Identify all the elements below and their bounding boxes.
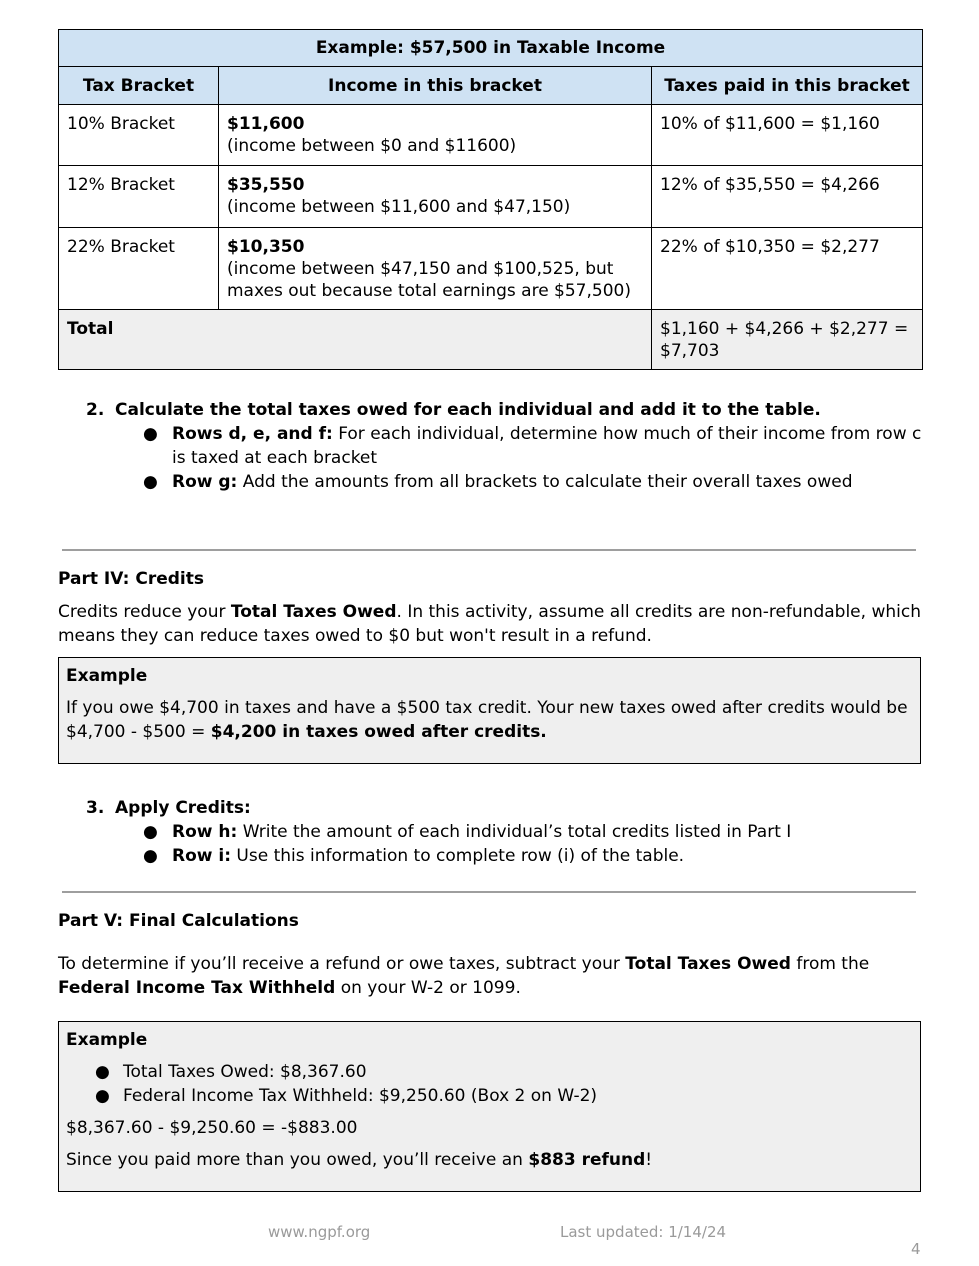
bullet-icon: ● [143, 822, 158, 842]
bracket-amount: $35,550 [227, 175, 305, 195]
header-taxes-paid: Taxes paid in this bracket [652, 67, 923, 105]
bullet-icon: ● [143, 424, 158, 444]
bracket-income [219, 105, 652, 166]
list-item: ● Row h: Write the amount of each individual’s total credits listed in Part I [143, 822, 792, 842]
example-title: Example [66, 1030, 148, 1050]
step-3-heading: 3. Apply Credits: [86, 798, 251, 818]
example-text: If you owe $4,700 in taxes and have a $500 tax credit. Your new taxes owed after credits would be $4,700 - $500 = $4,200 in taxes owed after credits. [66, 698, 908, 742]
bullet-icon: ● [95, 1086, 110, 1106]
list-item: ● Row g: Add the amounts from all brackets to calculate their overall taxes owed [143, 472, 853, 492]
tax-bracket-table [58, 29, 923, 370]
bracket-detail: (income between $47,150 and $100,525, but maxes out because total earnings are $57,500) [227, 259, 631, 301]
list-item: ● Federal Income Tax Withheld: $9,250.60 (Box 2 on W-2) [95, 1086, 598, 1106]
bracket-taxes: 10% of $11,600 = $1,160 [652, 105, 923, 166]
table-row [59, 166, 923, 228]
step-2-heading: 2. Calculate the total taxes owed for each individual and add it to the table. [86, 400, 821, 420]
bracket-detail: (income between $0 and $11600) [227, 136, 517, 156]
footer-website-link[interactable]: www.ngpf.org [268, 1223, 371, 1241]
header-tax-bracket: Tax Bracket [59, 67, 219, 105]
example-calculation: $8,367.60 - $9,250.60 = -$883.00 [66, 1118, 358, 1138]
step-3-bullets [143, 820, 923, 868]
list-item: ● Total Taxes Owed: $8,367.60 [95, 1062, 367, 1082]
bracket-taxes: 12% of $35,550 = $4,266 [652, 166, 923, 228]
total-value: $1,160 + $4,266 + $2,277 = $7,703 [652, 310, 923, 370]
example-title: Example [66, 666, 148, 686]
table-caption: Example: $57,500 in Taxable Income [59, 30, 923, 67]
part-4-intro: Credits reduce your Total Taxes Owed. In this activity, assume all credits are non-refundable, which means they can reduce taxes owed to $0 but won't result in a refund. [58, 602, 921, 646]
example-result: Since you paid more than you owed, you’ll receive an $883 refund! [66, 1150, 653, 1170]
bracket-label: 22% Bracket [59, 228, 219, 310]
refund-example-box [58, 1021, 921, 1192]
bullet-icon: ● [95, 1062, 110, 1082]
footer-last-updated: Last updated: 1/14/24 [560, 1223, 727, 1241]
divider [62, 891, 916, 893]
list-item: ● Rows d, e, and f: For each individual, determine how much of their income from row c is taxed at each bracket [143, 424, 922, 468]
total-row [59, 310, 923, 370]
part-5-intro: To determine if you’ll receive a refund or owe taxes, subtract your Total Taxes Owed from the Federal Income Tax Withheld on your W-2 or 1099. [58, 954, 870, 998]
list-item: ● Row i: Use this information to complete row (i) of the table. [143, 846, 685, 866]
divider [62, 549, 916, 551]
bullet-icon: ● [143, 846, 158, 866]
bullet-icon: ● [143, 472, 158, 492]
bracket-taxes: 22% of $10,350 = $2,277 [652, 228, 923, 310]
bracket-label: 10% Bracket [59, 105, 219, 166]
bracket-income [219, 228, 652, 310]
total-label: Total [59, 310, 652, 370]
bracket-income [219, 166, 652, 228]
part-4-heading: Part IV: Credits [58, 569, 204, 589]
step-2-bullets [143, 422, 923, 494]
bracket-label: 12% Bracket [59, 166, 219, 228]
example-bullets [66, 1060, 912, 1108]
credits-example-box [58, 657, 921, 764]
bracket-amount: $10,350 [227, 237, 305, 257]
part-5-heading: Part V: Final Calculations [58, 911, 299, 931]
bracket-amount: $11,600 [227, 114, 305, 134]
step-3-title: Apply Credits: [115, 798, 251, 818]
table-header-row [59, 67, 923, 105]
table-row [59, 105, 923, 166]
table-row [59, 228, 923, 310]
page-number: 4 [911, 1240, 921, 1258]
bracket-detail: (income between $11,600 and $47,150) [227, 197, 571, 217]
step-2-title: Calculate the total taxes owed for each individual and add it to the table. [115, 400, 821, 420]
header-income-in-bracket: Income in this bracket [219, 67, 652, 105]
